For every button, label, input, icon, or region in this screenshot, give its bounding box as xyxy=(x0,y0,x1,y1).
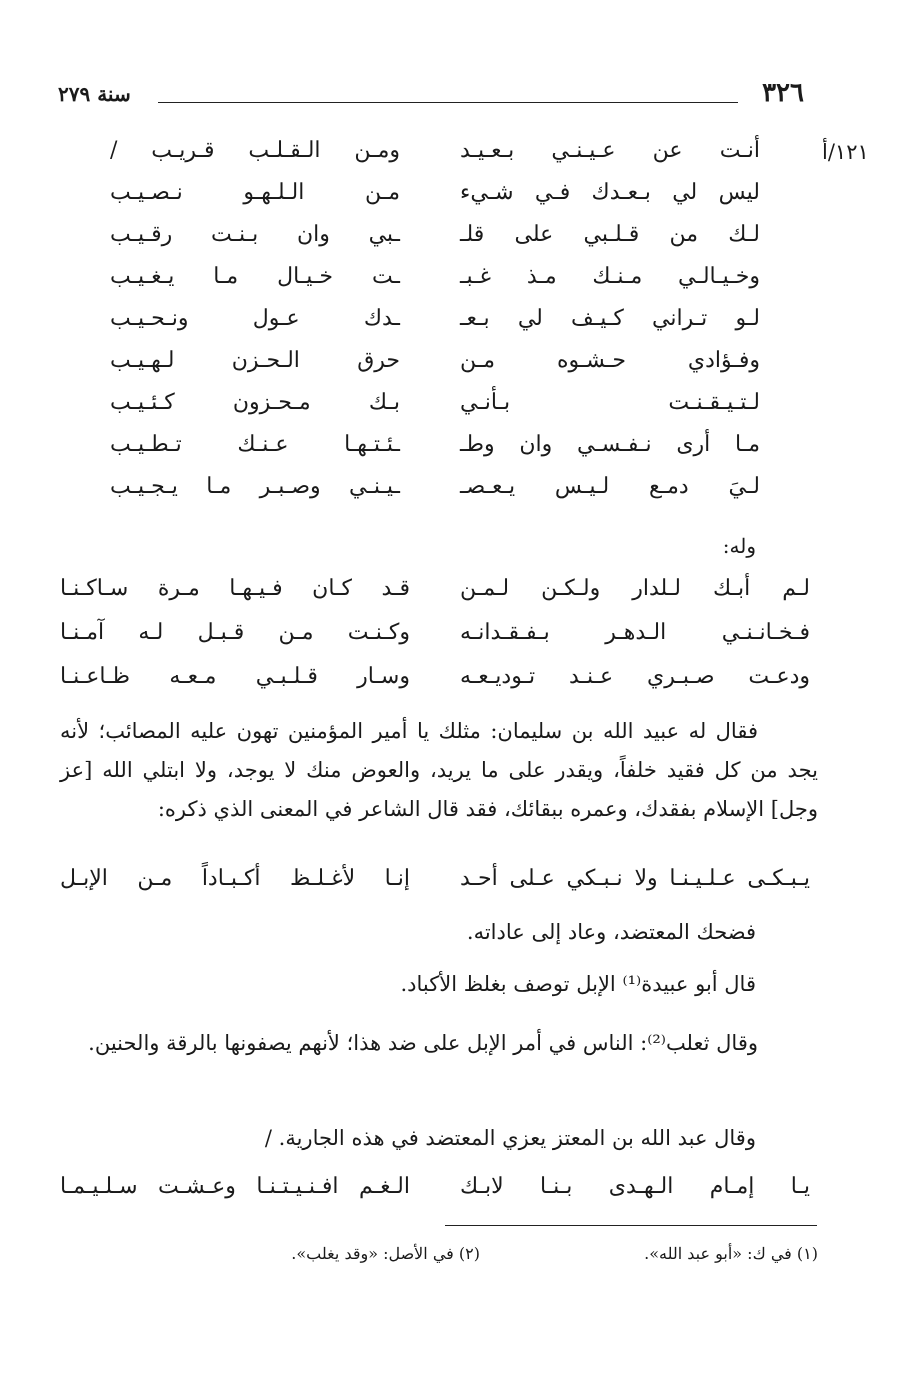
verse-hemistich-left: ـت خـيـال مـا يـغـيـب xyxy=(110,264,400,289)
prose-line: فضحك المعتضد، وعاد إلى عاداته. xyxy=(466,920,756,944)
verse xyxy=(110,432,760,472)
verse-hemistich-right: لـتـيـقـنـت بـأنـي xyxy=(460,390,760,415)
prose-line: وقال عبد الله بن المعتز يعزي المعتضد في هذه الجارية. / xyxy=(264,1126,756,1150)
page-header xyxy=(58,78,818,118)
verse-hemistich-right: يـبـكـى عـلـيـنـا ولا نـبـكي عـلى أحـد xyxy=(460,866,810,891)
prose-line: قال أبو عبيدة⁽¹⁾ الإبل توصف بغلظ الأكباد. xyxy=(400,972,756,996)
verse-hemistich-left: مـن الـلـهـو نـصـيـب xyxy=(110,180,400,205)
verse xyxy=(110,348,760,388)
verse-hemistich-right: لـيَ دمـع لـيـس يـعـصـ xyxy=(460,474,760,499)
header-rule xyxy=(158,102,738,103)
verse-hemistich-left: ـدك عـول ونـحـيـب xyxy=(110,306,400,331)
page-number: ٣٢٦ xyxy=(762,78,804,108)
verse-hemistich-left: وكـنـت مـن قـبـل لـه آمـنـا xyxy=(60,620,410,645)
wa-lahu-label: وله: xyxy=(722,534,756,558)
prose-paragraph: فقال له عبيد الله بن سليمان: مثلك يا أمير المؤمنين تهون عليه المصائب؛ لأنه يجد من كل فقيد خلفاً، ويقدر على ما يريد، والعوض منك لا يوجد، ولا ابتلي الله [عز وجل] الإسلام بفقدك، وعمره ببقائك، فقد قال الشاعر في المعنى الذي ذكره: xyxy=(60,719,818,821)
footnote: (١) في ك: «أبو عبد الله». xyxy=(644,1244,818,1263)
verse xyxy=(110,222,760,262)
verse xyxy=(60,664,810,704)
verse-hemistich-left: ومـن الـقـلـب قـريـب / xyxy=(110,138,400,163)
verse xyxy=(60,576,810,616)
verse xyxy=(60,1174,810,1214)
verse-hemistich-left: قـد كـان فـيـهـا مـرة سـاكـنـا xyxy=(60,576,410,601)
verse-hemistich-left: وسـار قـلـبـي مـعـه ظـاعـنـا xyxy=(60,664,410,689)
verse-hemistich-left: إنـا لأغـلـظ أكـبـاداً مـن الإبـل xyxy=(60,866,410,891)
verse-hemistich-left: ـبي وان بـنـت رقـيـب xyxy=(110,222,400,247)
verse-hemistich-right: ودعـت صـبـري عـنـد تـوديـعـه xyxy=(460,664,810,689)
verse xyxy=(110,264,760,304)
verse-hemistich-right: ليس لي بـعـدك فـي شـيء xyxy=(460,180,760,205)
verse xyxy=(110,474,760,514)
verse-hemistich-right: لـم أبـك لـلدار ولـكـن لـمـن xyxy=(460,576,810,601)
verse xyxy=(110,390,760,430)
footnote: (٢) في الأصل: «وقد يغلب». xyxy=(291,1244,480,1263)
verse-hemistich-right: وفـؤادي حـشـوه مـن xyxy=(460,348,760,373)
verse-hemistich-left: الـغـم افـنـيـتـنـا وعـشـت سـلـيـمـا xyxy=(60,1174,410,1199)
manuscript-folio-note: ١٢١/أ xyxy=(822,140,869,164)
verse-hemistich-right: مـا أرى نـفـسـي وان وطـ xyxy=(460,432,760,457)
verse xyxy=(110,138,760,178)
verse-hemistich-right: لـو تـراني كـيـف لي بـعـ xyxy=(460,306,760,331)
footnote-rule xyxy=(445,1225,817,1226)
verse-hemistich-right: لـك من قـلـبي على قلـ xyxy=(460,222,760,247)
verse-hemistich-left: ـئـتـهـا عـنـك تـطـيـب xyxy=(110,432,400,457)
prose-paragraph: وقال ثعلب⁽²⁾: الناس في أمر الإبل على ضد هذا؛ لأنهم يصفونها بالرقة والحنين. xyxy=(88,1031,758,1055)
verse-hemistich-right: أنـت عن عـيـنـي بـعـيـد xyxy=(460,138,760,163)
verse xyxy=(110,306,760,346)
verse-hemistich-left: بـك مـحـزون كـئـيـب xyxy=(110,390,400,415)
verse xyxy=(60,866,810,906)
verse xyxy=(60,620,810,660)
verse-hemistich-left: ـيـنـي وصـبـر مـا يـجـيـب xyxy=(110,474,400,499)
verse-hemistich-right: وخـيـالـي مـنـك مـذ غـبـ xyxy=(460,264,760,289)
verse-hemistich-left: حرق الـحـزن لـهـيـب xyxy=(110,348,400,373)
verse-hemistich-right: يـا إمـام الـهـدى بـنـا لابـك xyxy=(460,1174,810,1199)
verse xyxy=(110,180,760,220)
verse-hemistich-right: فـخـانـنـي الـدهـر بـفـقـدانـه xyxy=(460,620,810,645)
year-label: سنة ٢٧٩ xyxy=(58,82,131,106)
